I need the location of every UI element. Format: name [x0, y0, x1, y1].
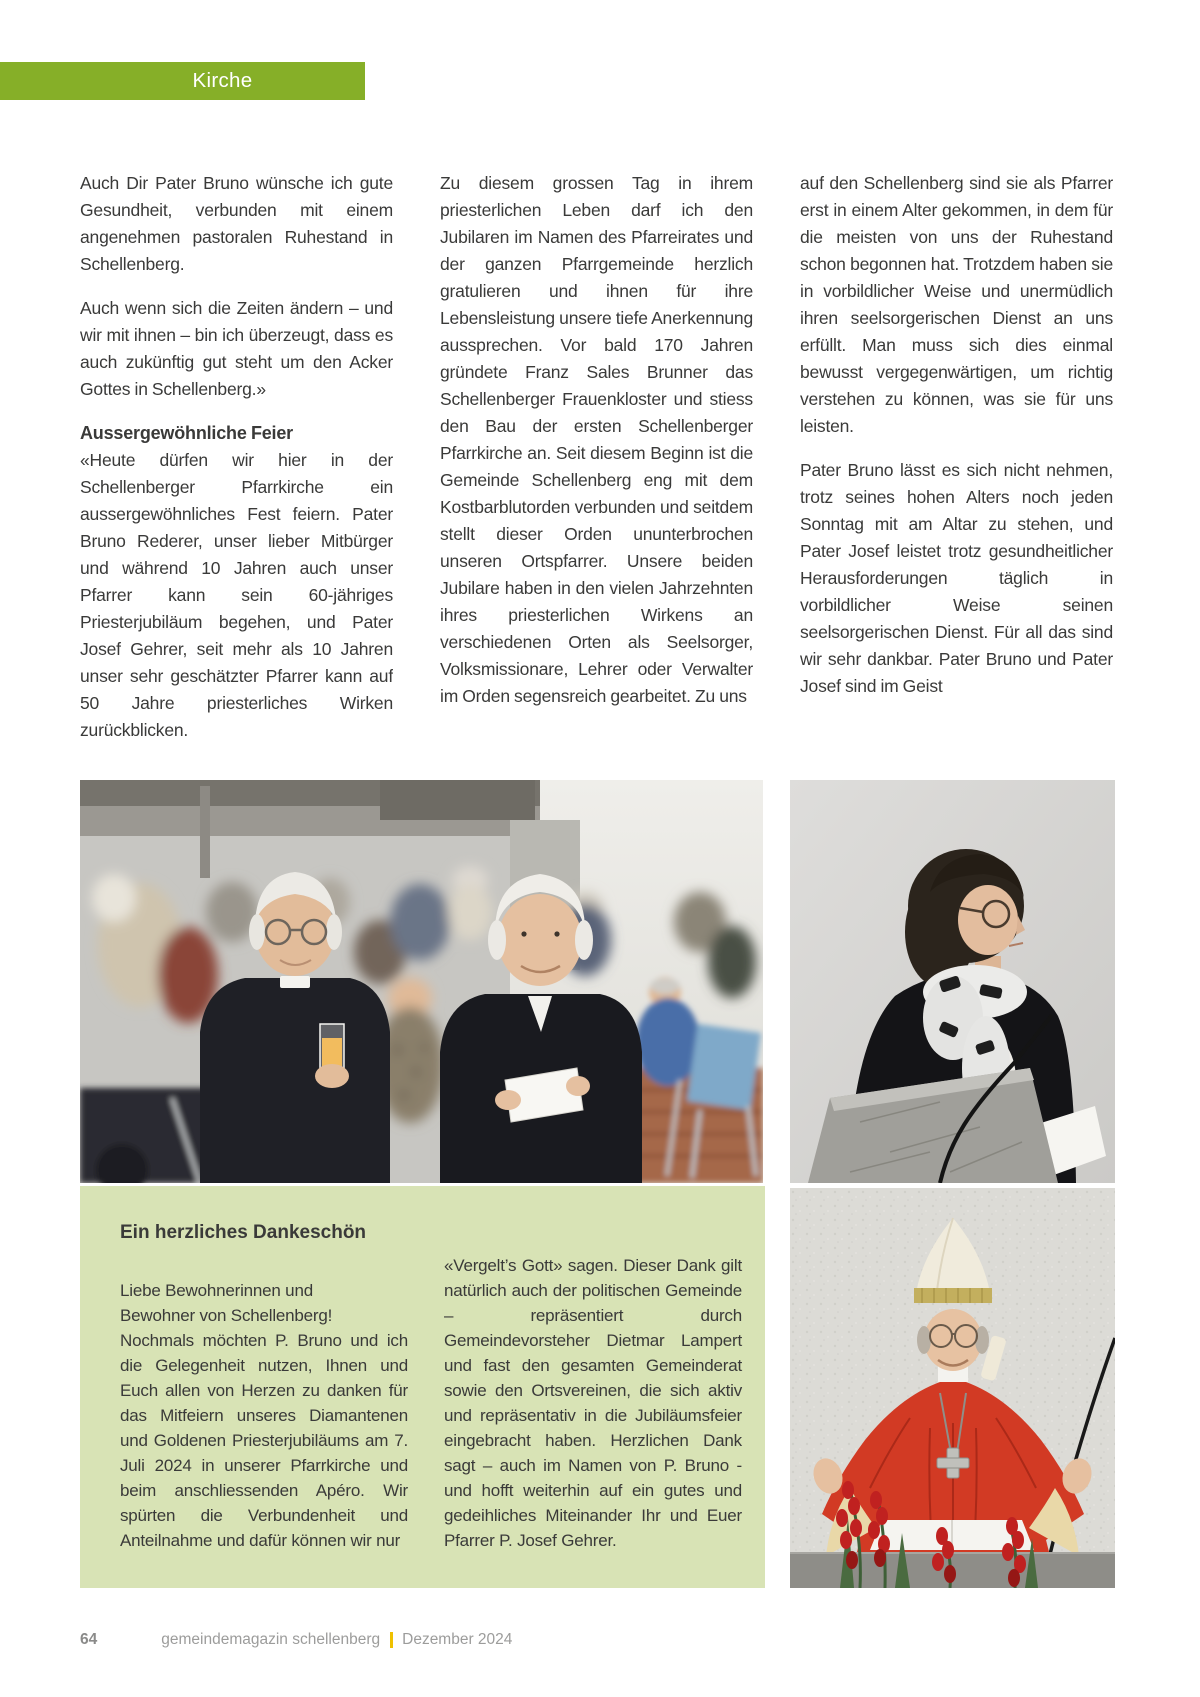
section-label: Kirche — [192, 69, 253, 92]
photo-bishop-flowers — [790, 1188, 1115, 1588]
photo-speaker-lectern — [790, 780, 1115, 1183]
salutation-line-1: Liebe Bewohnerinnen und — [120, 1281, 313, 1300]
thanks-title: Ein herzliches Dankeschön — [120, 1222, 367, 1243]
footer-divider — [390, 1632, 393, 1648]
article-column-1 — [80, 170, 393, 744]
paragraph: Zu diesem grossen Tag in ihrem priesterlichen Leben darf ich den Jubilaren im Namen des Pfarreirates und der ganzen Pfarrgemeinde herzlich gratulieren und ihnen für ihre Lebensleistung unsere tiefe Anerkennung aussprechen. Vor bald 170 Jahren gründete Franz Sales Brunner das Schellenberger Frauenkloster und stiess den Bau der ersten Schellenberger Pfarrkirche an. Seit diesem Beginn ist die Gemeinde Schellenberg eng mit dem Kostbarblutorden verbunden und seitdem stellt dieser Orden ununterbrochen unseren Ortspfarrer. Unsere beiden Jubilare haben in den vielen Jahrzehnten ihres priesterlichen Wirkens an verschiedenen Orten als Seelsorger, Volksmissionare, Lehrer oder Verwalter im Orden segensreich gearbeitet. Zu uns — [440, 173, 753, 706]
paragraph: «Heute dürfen wir hier in der Schellenberger Pfarrkirche ein aussergewöhnliches Fest feiern. Pater Bruno Rederer, unser lieber Mitbürger und während 10 Jahren auch unser Pfarrer kann sein 60-jähriges Priesterjubiläum begehen, und Pater Josef Gehrer, seit mehr als 10 Jahren unser sehr geschätzter Pfarrer kann auf 50 Jahre priesterliches Wirken zurückblicken. — [80, 450, 393, 740]
orange-juice-glass — [315, 1024, 349, 1088]
photo-bishop-illustration — [790, 1188, 1115, 1588]
foreground-left-shape — [80, 1088, 208, 1183]
paragraph: Nochmals möchten P. Bruno und ich die Gelegenheit nutzen, Ihnen und Euch allen von Herzen zu danken für das Mitfeiern unseres Diamantenen und Goldenen Priesterjubiläums am 7. Juli 2024 in unserer Pfarrkirche und beim anschliessenden Apéro. Wir spürten die Verbundenheit und Anteilnahme und dafür können wir nur — [120, 1331, 408, 1550]
salutation-line-2: Bewohner von Schellenberg! — [120, 1306, 333, 1325]
paragraph: Pater Bruno lässt es sich nicht nehmen, trotz seines hohen Alters noch jeden Sonntag mit am Altar zu stehen, und Pater Josef leistet trotz gesundheitlicher Herausforderungen täglich in vorbildlicher Weise seinen seelsorgerischen Dienst. Für all das sind wir sehr dankbar. Pater Bruno und Pater Josef sind im Geist — [800, 460, 1113, 696]
photo-jubilee-apero — [80, 780, 763, 1183]
page-footer — [80, 1631, 1115, 1649]
paragraph: «Vergelt’s Gott» sagen. Dieser Dank gilt natürlich auch der politischen Gemeinde – repräsentiert durch Gemeindevorsteher Dietmar Lampert und fast den gesamten Gemeinderat sowie den Ortsvereinen, die sich aktiv und repräsentativ in die Jubiläumsfeier eingebracht haben. Herzlichen Dank sagt – auch im Namen von P. Bruno - und hofft weiterhin auf ein gutes und gedeihliches Miteinander Ihr und Euer Pfarrer P. Josef Gehrer. — [444, 1256, 742, 1550]
section-header-bar — [0, 62, 365, 100]
thanks-column-left — [120, 1253, 408, 1553]
thanks-columns — [120, 1253, 743, 1553]
photo-jubilee-apero-illustration — [80, 780, 763, 1183]
article-column-2 — [440, 170, 753, 744]
issue-date: Dezember 2024 — [402, 1631, 513, 1648]
magazine-name: gemeindemagazin schellenberg — [161, 1631, 381, 1648]
subheading: Aussergewöhnliche Feier — [80, 423, 293, 443]
paragraph: Auch Dir Pater Bruno wünsche ich gute Gesundheit, verbunden mit einem angenehmen pastoralen Ruhestand in Schellenberg. — [80, 173, 393, 274]
article-columns — [80, 170, 1115, 744]
photo-speaker-illustration — [790, 780, 1115, 1183]
article-column-3 — [800, 170, 1113, 744]
thanks-column-right — [444, 1253, 742, 1553]
thanks-box — [80, 1186, 765, 1588]
paragraph: auf den Schellenberg sind sie als Pfarrer erst in einem Alter gekommen, in dem für die meisten von uns der Ruhestand schon begonnen hat. Trotzdem haben sie in vorbildlicher Weise und unermüdlich ihren seelsorgerischen Dienst an uns erfüllt. Man muss sich dies einmal bewusst vergegenwärtigen, um richtig verstehen zu können, was sie für uns leisten. — [800, 173, 1113, 436]
page-number: 64 — [80, 1631, 98, 1648]
paragraph: Auch wenn sich die Zeiten ändern – und wir mit ihnen – bin ich überzeugt, dass es auch zukünftig gut steht um den Acker Gottes in Schellenberg.» — [80, 298, 393, 399]
